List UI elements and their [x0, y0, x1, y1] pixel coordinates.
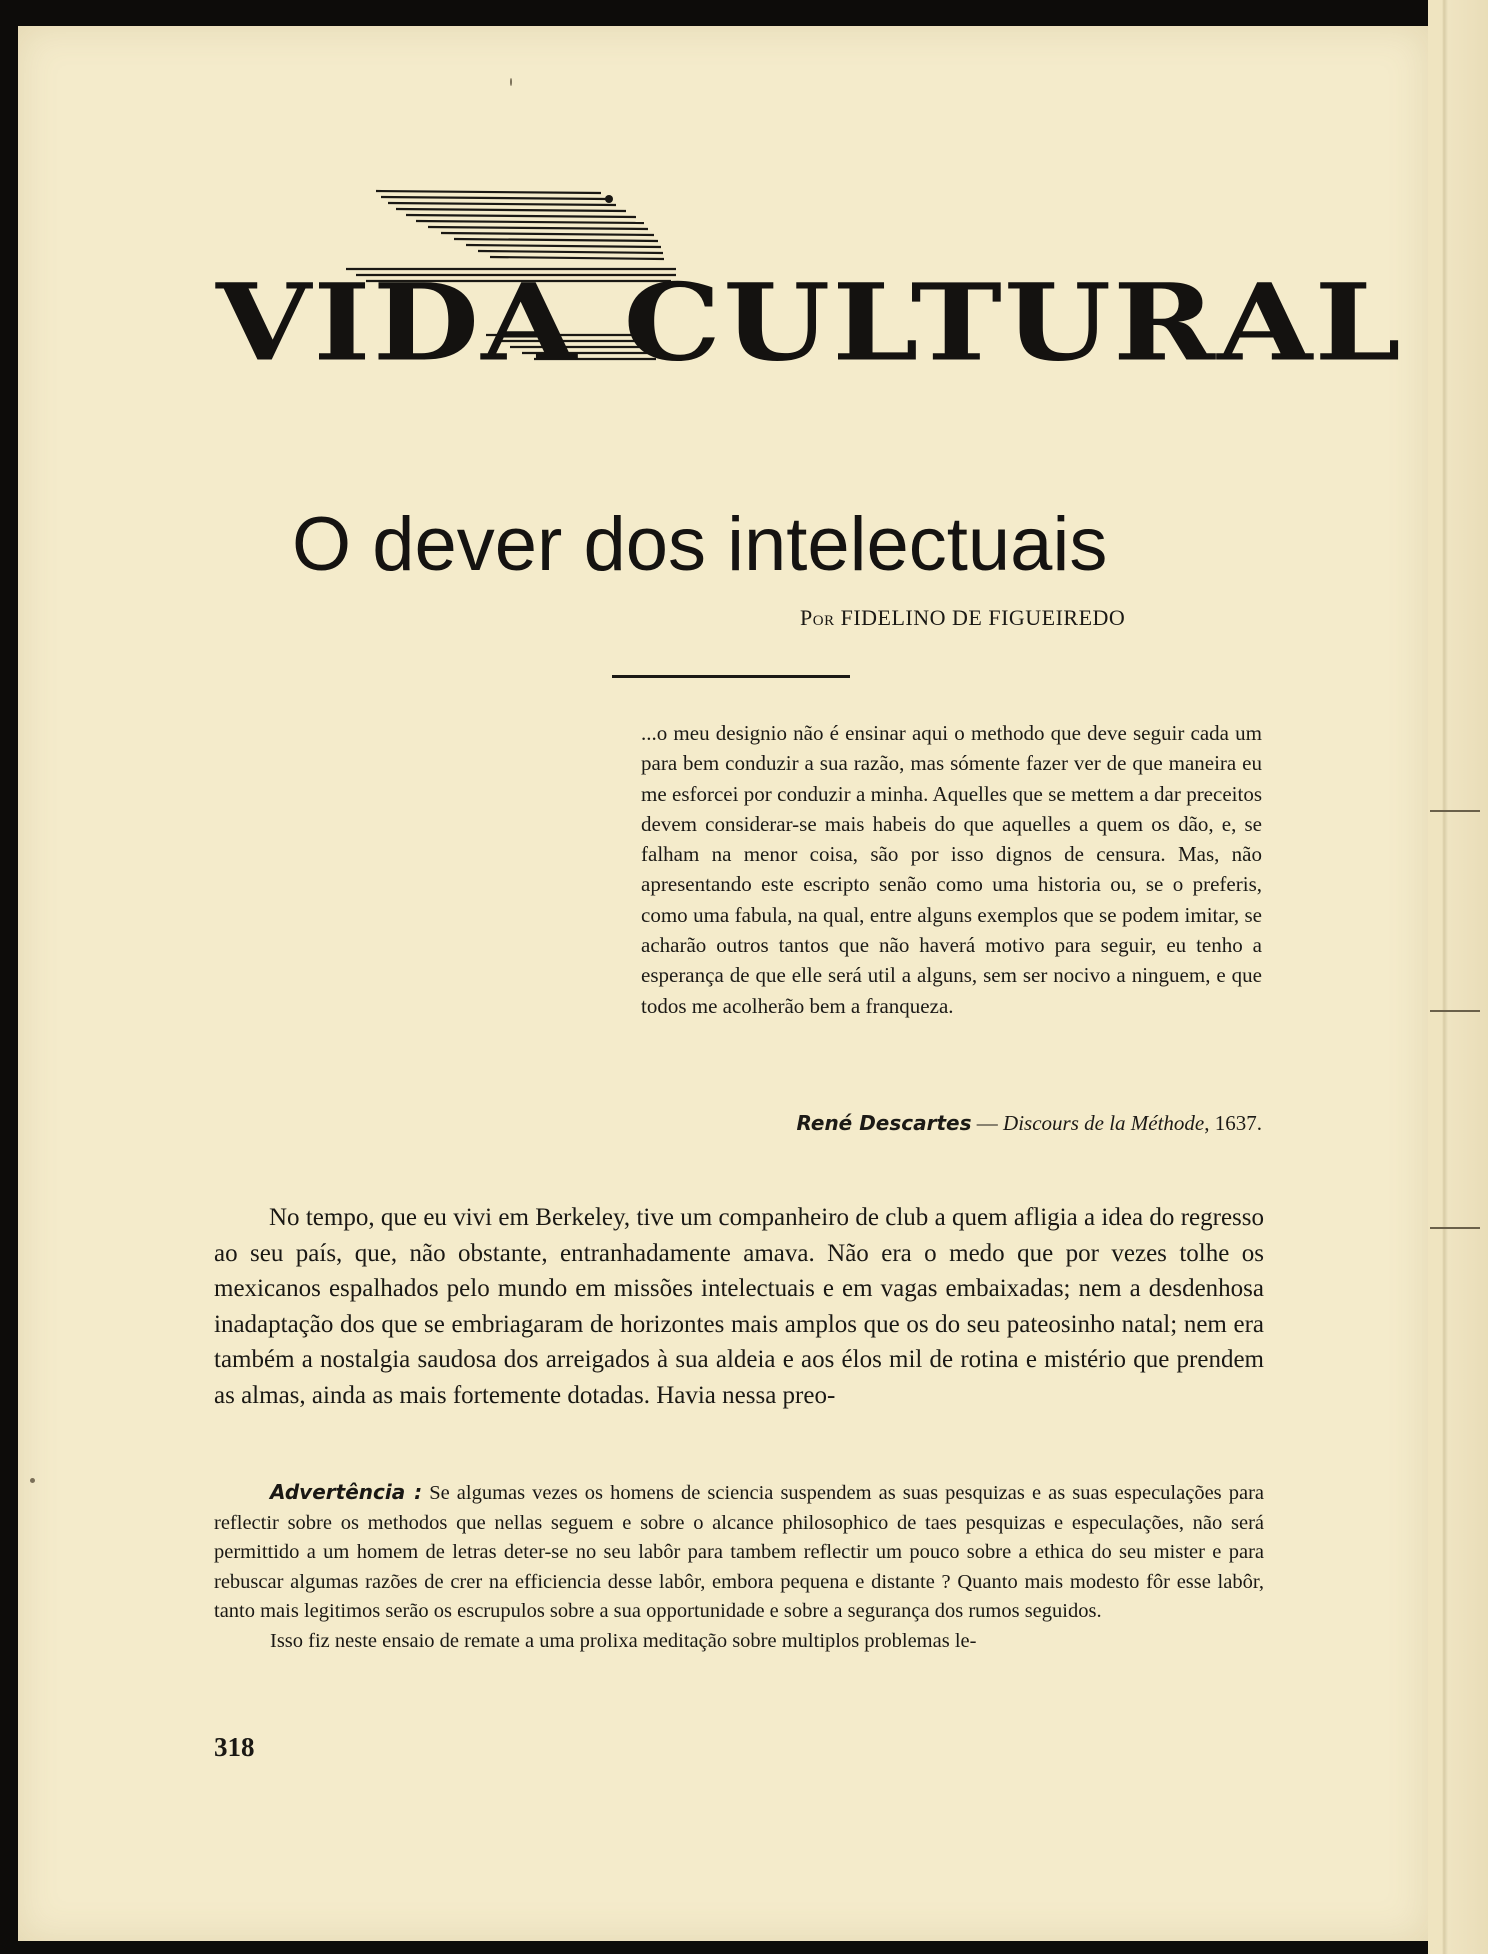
- fold-mark: [1430, 810, 1480, 812]
- article-title: O dever dos intelectuais: [292, 502, 1108, 587]
- note-text: Se algumas vezes os homens de sciencia suspendem as suas pesquizas e as suas especulações para reflectir sobre os methodos que nellas seguem e sobre o alcance philosophico de taes pesquizas e especulações, não será permittido a um homem de letras deter-se no seu labôr para tambem reflectir um pouco sobre a ethica do seu mister e para rebuscar algumas razões de crer na efficiencia desse labôr, embora pequena e distante ? Quanto mais modesto fôr esse labôr, tanto mais legitimos serão os escrupulos sobre a sua opportunidade e sobre a segurança dos rumos seguidos.: [214, 1482, 1264, 1622]
- epigraph-author: René Descartes: [796, 1111, 972, 1135]
- byline-author: FIDELINO DE FIGUEIREDO: [840, 605, 1126, 630]
- note-label: Advertência :: [270, 1480, 423, 1504]
- fold-mark: [1430, 1227, 1480, 1229]
- masthead: [216, 185, 1403, 385]
- masthead-title: VIDA CULTURAL: [216, 259, 1403, 385]
- note-paragraph: Isso fiz neste ensaio de remate a uma prolixa meditação sobre multiplos problemas le-: [270, 1629, 977, 1652]
- paper-speck: [30, 1478, 35, 1483]
- paper-speck: [510, 78, 512, 86]
- byline: [800, 604, 1220, 632]
- fold-mark: [1430, 1010, 1480, 1012]
- title-divider: [612, 675, 850, 678]
- facing-page-edge: [1428, 0, 1488, 1954]
- epigraph-quote: ...o meu designio não é ensinar aqui o methodo que deve seguir cada um para bem conduzir a sua razão, mas sómente fazer ver de que maneira eu me esforcei por conduzir a minha. Aquelles que se mettem a dar preceitos devem considerar-se mais habeis do que aquelles a quem os dão, e, se falham na menor coisa, são por isso dignos de censura. Mas, não apresentando este escripto senão como uma historia ou, se o preferis, como uma fabula, na qual, entre alguns exemplos que se podem imitar, se acharão outros tantos que não haverá motivo para seguir, eu tenho a esperança de que elle será util a alguns, sem ser nocivo a ninguem, e que todos me acolherão bem a franqueza.: [641, 721, 1262, 1018]
- byline-prefix: Por: [800, 605, 835, 630]
- epigraph-separator: —: [971, 1111, 1004, 1135]
- page-number: 318: [214, 1732, 255, 1762]
- note-paragraph: [214, 1478, 1264, 1627]
- advertencia-note: [214, 1478, 1264, 1656]
- epigraph-work: Discours de la Méthode: [1003, 1111, 1205, 1135]
- epigraph-citation: [641, 1108, 1262, 1138]
- epigraph-year: , 1637.: [1204, 1111, 1262, 1135]
- body-paragraph: No tempo, que eu vivi em Berkeley, tive um companheiro de club a quem afligia a idea do regresso ao seu país, que, não obstante, entranhadamente amava. Não era o medo que por vezes tolhe os mexicanos espalhados pelo mundo em missões intelectuais e em vagas embaixadas; nem a desdenhosa inadaptação dos que se embriagaram de horizontes mais amplos que os do seu pateosinho natal; nem era também a nostalgia saudosa dos arreigados à sua aldeia e aos élos mil de rotina e mistério que prendem as almas, ainda as mais fortemente dotadas. Havia nessa preo-: [214, 1204, 1264, 1409]
